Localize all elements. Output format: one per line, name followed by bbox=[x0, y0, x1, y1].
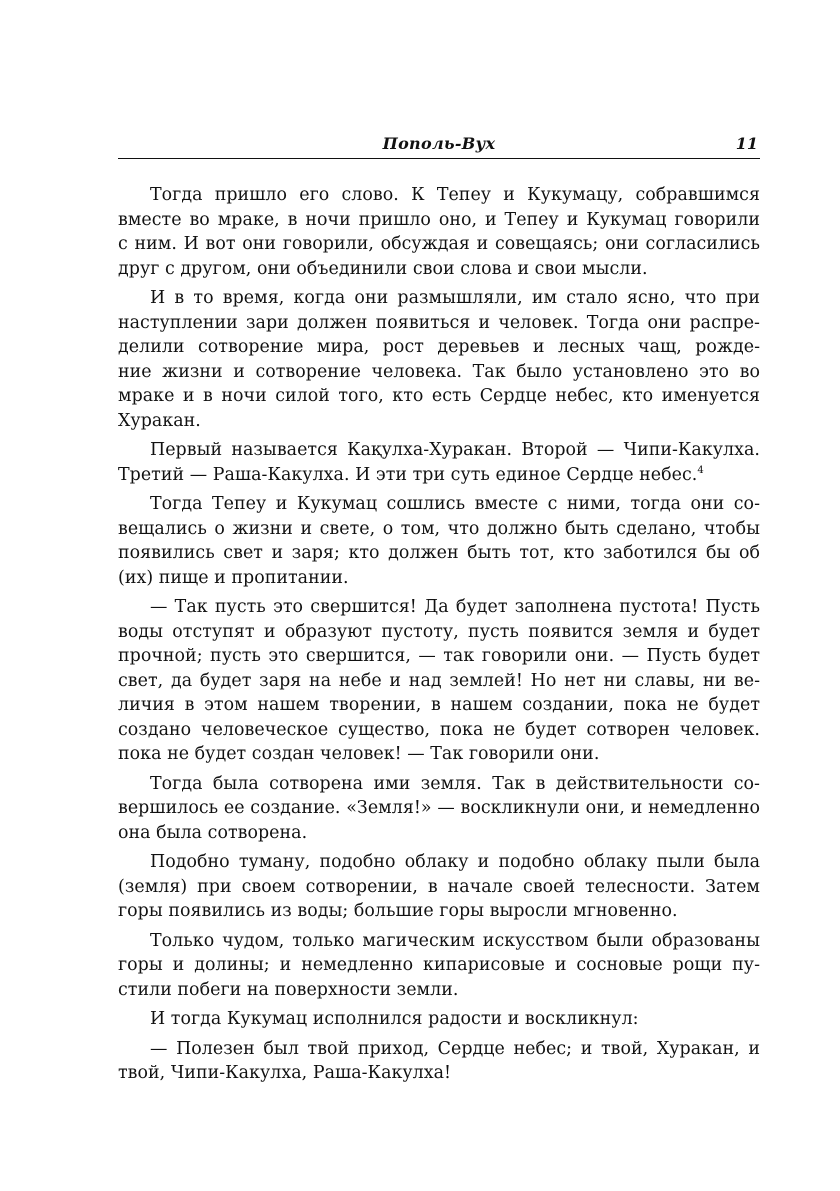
text-line bbox=[118, 409, 760, 434]
paragraph bbox=[118, 492, 760, 590]
text-line bbox=[118, 669, 760, 694]
text-line-content: вместе во мраке, в ночи пришло оно, и Тепеу и Кукумац говорили bbox=[118, 209, 760, 230]
text-line-content: (их) пище и пропитании. bbox=[118, 567, 349, 588]
text-line bbox=[118, 463, 760, 488]
text-line bbox=[118, 953, 760, 978]
text-line bbox=[118, 566, 760, 591]
paragraph bbox=[118, 595, 760, 767]
text-line bbox=[118, 620, 760, 645]
text-line-content: твой, Чипи-Какулха, Раша-Какулха! bbox=[118, 1063, 452, 1083]
paragraph bbox=[118, 1037, 760, 1086]
text-line bbox=[118, 978, 760, 1003]
text-line bbox=[118, 286, 760, 311]
text-line-content: Тогда была сотворена ими земля. Так в действительности со- bbox=[150, 773, 760, 794]
text-line-content: пока не будет создан человек! — Так говорили они. bbox=[118, 744, 600, 764]
text-line-content: — Полезен был твой приход, Сердце небес; и твой, Хуракан, и bbox=[150, 1038, 760, 1059]
text-line bbox=[118, 183, 760, 208]
text-line-content: Только чудом, только магическим искусством были образованы bbox=[150, 930, 760, 951]
text-line bbox=[118, 718, 760, 743]
text-line-content: горы и долины; и немедленно кипарисовые и сосновые рощи пу- bbox=[118, 955, 760, 975]
text-line bbox=[118, 335, 760, 360]
text-line-content: Тогда Тепеу и Кукумац сошлись вместе с ними, тогда они со- bbox=[150, 494, 760, 514]
text-line-content: наступлении зари должен появиться и человек. Тогда они распре- bbox=[118, 312, 760, 333]
text-line bbox=[118, 742, 760, 767]
text-line-content: И в то время, когда они размышляли, им стало ясно, что при bbox=[150, 288, 760, 308]
text-line-content: она была сотворена. bbox=[118, 822, 308, 843]
text-line-content: с ним. И вот они говорили, обсуждая и совещаясь; они согласились bbox=[118, 234, 760, 254]
text-line bbox=[118, 257, 760, 282]
text-line-content: появились свет и заря; кто должен быть тот, кто заботился бы об bbox=[118, 543, 760, 563]
text-line-content: Третий — Раша-Какулха. И эти три суть единое Сердце небес. bbox=[118, 464, 698, 485]
text-line bbox=[118, 821, 760, 846]
text-line bbox=[118, 541, 760, 566]
text-line bbox=[118, 1037, 760, 1062]
text-line bbox=[118, 875, 760, 900]
text-line-content: Подобно туману, подобно облаку и подобно облаку пыли была bbox=[150, 852, 760, 872]
running-head bbox=[118, 134, 760, 160]
text-line-content: воды отступят и образуют пустоту, пусть появится земля и будет bbox=[118, 621, 760, 642]
text-line-content: вершилось ее создание. «Земля!» — воскликнули они, и немедленно bbox=[118, 798, 760, 818]
text-line bbox=[118, 899, 760, 924]
text-line bbox=[118, 850, 760, 875]
text-line-content: И тогда Кукумац исполнился радости и воскликнул: bbox=[150, 1009, 639, 1029]
text-line bbox=[118, 644, 760, 669]
text-line-content: Первый называется Кақулха-Хуракан. Второй — Чипи-Какулха. bbox=[150, 440, 760, 460]
text-line-content: создано человеческое существо, пока не будет сотворен человек. bbox=[118, 719, 760, 740]
paragraph bbox=[118, 772, 760, 846]
paragraph bbox=[118, 929, 760, 1003]
text-line bbox=[118, 311, 760, 336]
text-line bbox=[118, 384, 760, 409]
text-line-content: Тогда пришло его слово. К Тепеу и Кукумацу, собравшимся bbox=[150, 185, 760, 205]
text-line-content: ние жизни и сотворение человека. Так было установлено это во bbox=[118, 361, 760, 382]
header-rule bbox=[118, 158, 760, 159]
text-line-content: (земля) при своем сотворении, в начале своей телесности. Затем bbox=[118, 876, 760, 897]
text-line bbox=[118, 360, 760, 385]
text-line bbox=[118, 492, 760, 517]
text-line bbox=[118, 796, 760, 821]
paragraph bbox=[118, 438, 760, 487]
footnote-mark: 4 bbox=[697, 464, 704, 476]
text-line-content: мраке и в ночи силой того, кто есть Сердце небес, кто именуется bbox=[118, 386, 760, 406]
paragraph bbox=[118, 850, 760, 924]
text-line bbox=[118, 1007, 760, 1032]
text-line-content: свет, да будет заря на небе и над землей! Но нет ни славы, ни ве- bbox=[118, 670, 760, 691]
body-text bbox=[118, 183, 760, 1091]
text-line bbox=[118, 693, 760, 718]
text-line bbox=[118, 438, 760, 463]
text-line bbox=[118, 595, 760, 620]
paragraph bbox=[118, 1007, 760, 1032]
text-line-content: личия в этом нашем творении, в нашем создании, пока не будет bbox=[118, 695, 760, 715]
page-number: 11 bbox=[735, 134, 758, 153]
text-line-content: друг с другом, они объединили свои слова и свои мысли. bbox=[118, 258, 648, 279]
text-line bbox=[118, 929, 760, 954]
text-line bbox=[118, 232, 760, 257]
text-line-content: стили побеги на поверхности земли. bbox=[118, 979, 459, 1000]
text-line-content: горы появились из воды; большие горы выросли мгновенно. bbox=[118, 901, 678, 921]
paragraph bbox=[118, 286, 760, 433]
text-line bbox=[118, 517, 760, 542]
text-line-content: Хуракан. bbox=[118, 410, 201, 431]
text-line bbox=[118, 772, 760, 797]
text-line bbox=[118, 1061, 760, 1086]
text-line-content: вещались о жизни и свете, о том, что должно быть сделано, чтобы bbox=[118, 518, 760, 539]
paragraph bbox=[118, 183, 760, 281]
running-head-title: Пополь-Вух bbox=[382, 134, 496, 153]
text-line-content: прочной; пусть это свершится, — так говорили они. — Пусть будет bbox=[118, 646, 760, 666]
text-line bbox=[118, 208, 760, 233]
text-line-content: — Так пусть это свершится! Да будет заполнена пустота! Пусть bbox=[150, 597, 760, 617]
text-line-content: делили сотворение мира, рост деревьев и лесных чащ, рожде- bbox=[118, 337, 760, 357]
